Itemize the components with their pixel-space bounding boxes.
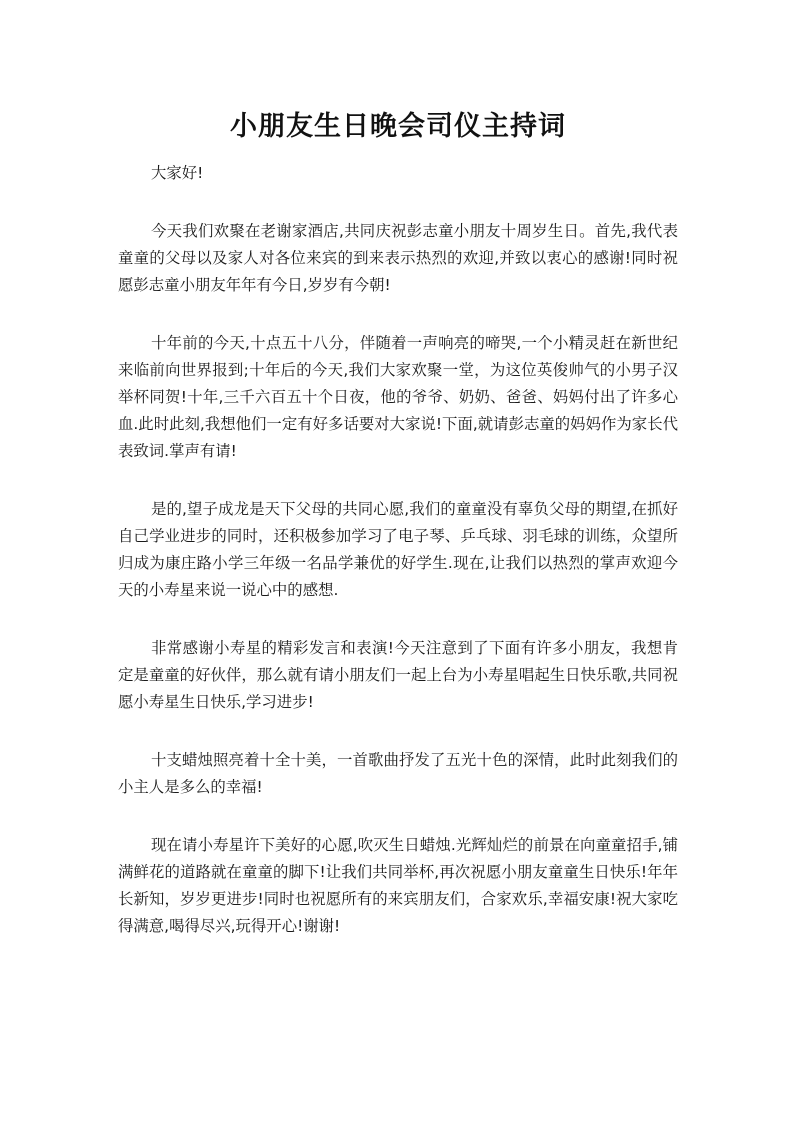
document-title: 小朋友生日晚会司仪主持词 (230, 111, 566, 142)
paragraph-opening: 今天我们欢聚在老谢家酒店,共同庆祝彭志童小朋友十周岁生日。首先,我代表童童的父母以及家人对各位来宾的到来表示热烈的欢迎,并致以衷心的感谢!同时祝愿彭志童小朋友年年有今日,岁岁有今朝! (118, 222, 678, 294)
paragraph-candles: 十支蜡烛照亮着十全十美，一首歌曲抒发了五光十色的深情，此时此刻我们的小主人是多么的幸福! (118, 751, 678, 796)
paragraph-thanks-song: 非常感谢小寿星的精彩发言和表演!今天注意到了下面有许多小朋友，我想肯定是童童的好伙伴，那么就有请小朋友们一起上台为小寿星唱起生日快乐歌,共同祝愿小寿星生日快乐,学习进步! (118, 639, 678, 711)
paragraph-achievements: 是的,望子成龙是天下父母的共同心愿,我们的童童没有辜负父母的期望,在抓好自己学业进步的同时，还积极参加学习了电子琴、乒乓球、羽毛球的训练，众望所归成为康庄路小学三年级一名品学兼优的好学生.现在,让我们以热烈的掌声欢迎今天的小寿星来说一说心中的感想. (118, 500, 678, 599)
paragraph-greeting: 大家好! (151, 164, 204, 182)
paragraph-birth-story: 十年前的今天,十点五十八分，伴随着一声响亮的啼哭,一个小精灵赶在新世纪来临前向世界报到;十年后的今天,我们大家欢聚一堂，为这位英俊帅气的小男子汉举杯同贺!十年,三千六百五十个日夜，他的爷爷、奶奶、爸爸、妈妈付出了许多心血.此时此刻,我想他们一定有好多话要对大家说!下面,就请彭志童的妈妈作为家长代表致词.掌声有请! (118, 334, 678, 460)
document-body (118, 160, 678, 940)
paragraph-closing: 现在请小寿星许下美好的心愿,吹灭生日蜡烛.光辉灿烂的前景在向童童招手,铺满鲜花的道路就在童童的脚下!让我们共同举杯,再次祝愿小朋友童童生日快乐!年年长新知，岁岁更进步!同时也祝愿所有的来宾朋友们，合家欢乐,幸福安康!祝大家吃得满意,喝得尽兴,玩得开心!谢谢! (118, 836, 678, 935)
